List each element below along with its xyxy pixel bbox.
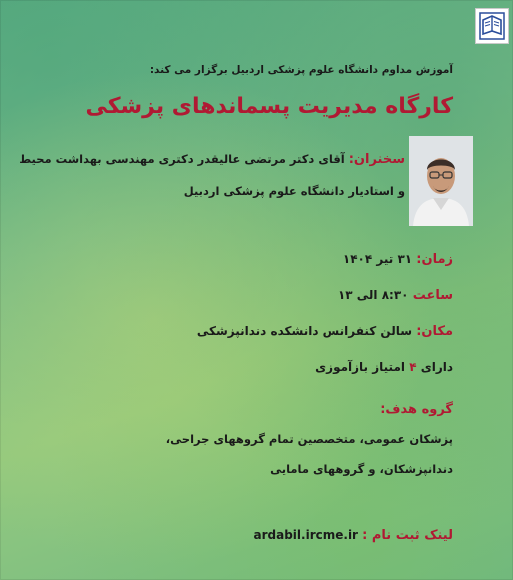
date-label: زمان: [416,252,453,267]
registration-line [254,528,453,543]
speaker-name: آقای دکتر مرتضی عالیقدر دکتری مهندسی بهداشت محیط [19,152,345,166]
time-line [338,288,453,303]
time-label: ساعت [412,288,453,303]
place-line [197,324,453,339]
workshop-title: کارگاه مدیریت پسماندهای پزشکی [85,94,453,119]
speaker-label: سخنران: [348,152,405,167]
registration-label: لینک ثبت نام : [362,528,453,543]
speaker-photo [409,136,473,226]
university-logo [475,8,509,44]
place-value: سالن کنفرانس دانشکده دندانپزشکی [196,324,413,338]
speaker-line [19,152,405,167]
speaker-title: و استادیار دانشگاه علوم پزشکی اردبیل [183,184,405,198]
points-prefix: دارای [420,360,453,374]
points-line [315,360,453,374]
points-suffix: امتیاز بازآموزی [315,360,405,374]
organizer-intro: آموزش مداوم دانشگاه علوم پزشکی اردبیل برگزار می کند: [149,64,453,76]
time-value: ۸:۳۰ الی ۱۳ [337,288,409,302]
audience-line-2: دندانپزشکان، و گروههای مامایی [270,462,453,476]
points-number: ۴ [409,360,417,374]
audience-label: گروه هدف: [380,402,453,417]
date-line [343,252,453,267]
book-logo-icon [479,12,505,40]
place-label: مکان: [416,324,453,339]
date-value: ۳۱ تیر ۱۴۰۴ [342,252,413,266]
registration-link[interactable]: ardabil.ircme.ir [253,528,358,542]
audience-line-1: پزشکان عمومی، متخصصین تمام گروههای جراحی، [165,432,453,446]
